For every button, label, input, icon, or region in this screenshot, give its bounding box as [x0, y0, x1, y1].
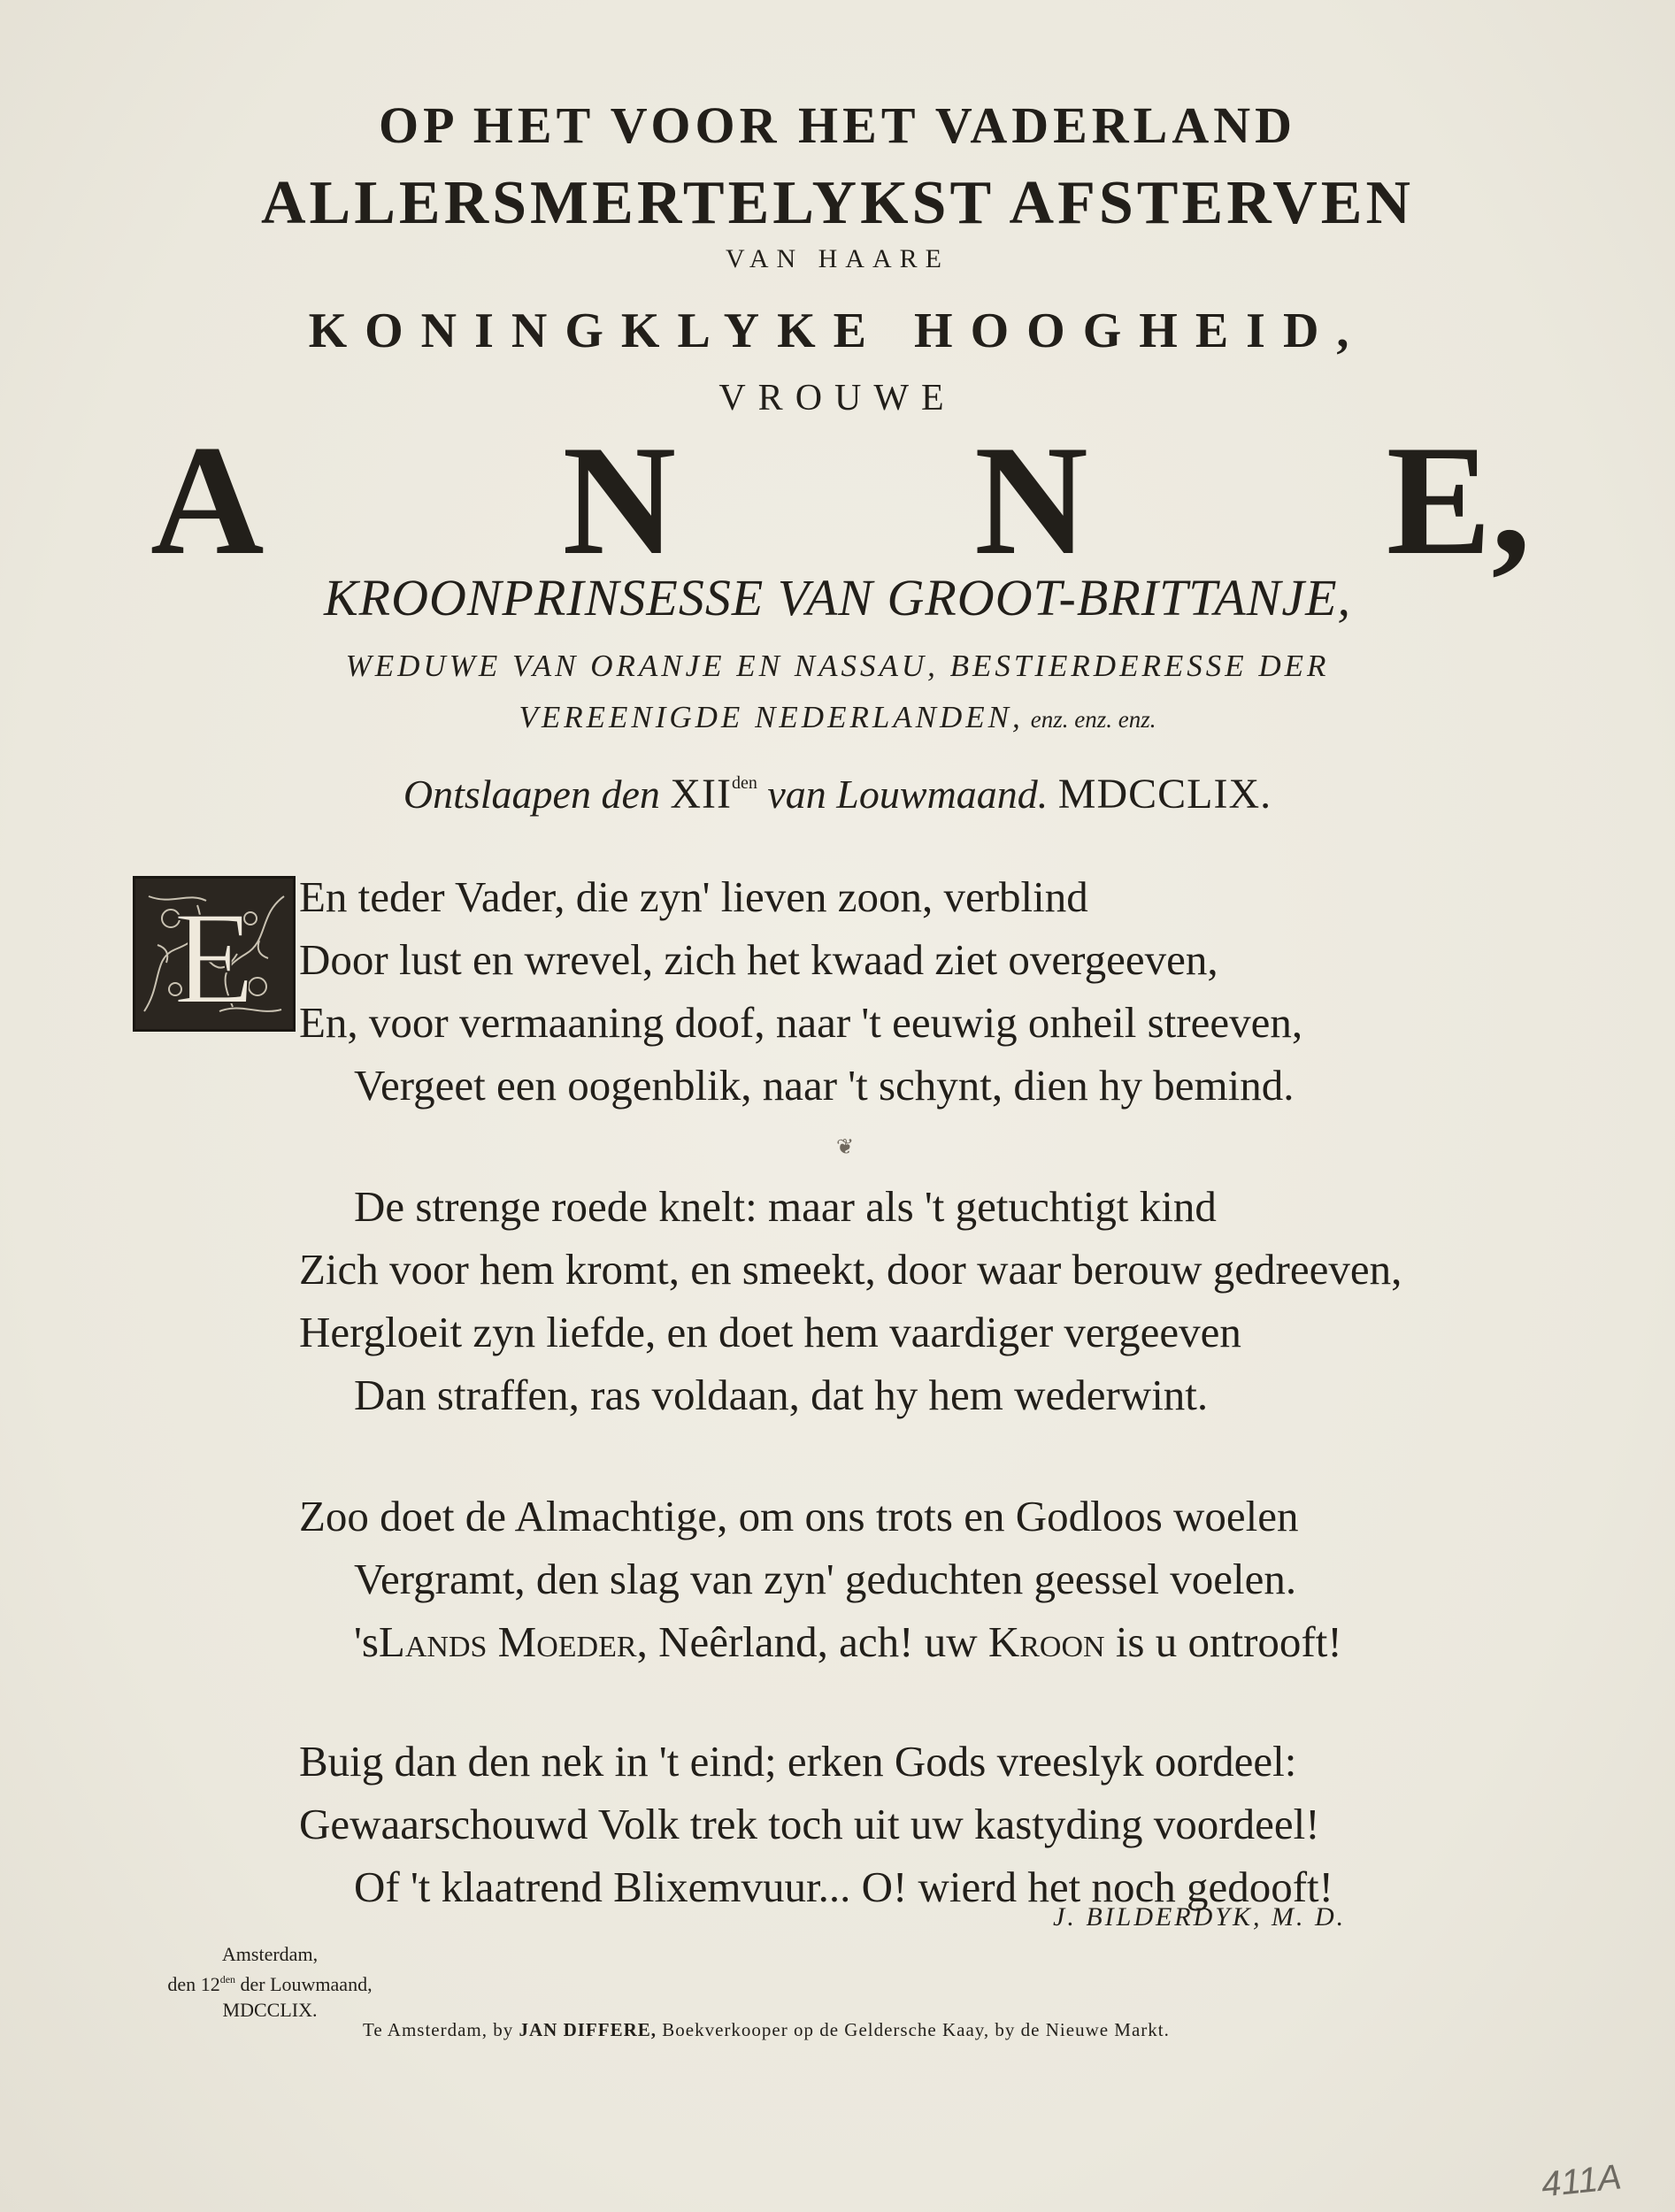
stanza-4-line-2: Gewaarschouwd Volk trek toch uit uw kastyding voordeel! [299, 1800, 1320, 1848]
line-part: 's [354, 1617, 379, 1666]
lands-moeder: Lands Moeder [378, 1617, 637, 1666]
imprint [363, 2019, 1170, 2041]
name-letter: N [974, 412, 1088, 588]
date-year: MDCCLIX. [1057, 771, 1272, 818]
date-day-sup: den [732, 773, 757, 793]
stanza-3-line-1: Zoo doet de Almachtige, om ons trots en Godloos woelen [299, 1492, 1299, 1540]
stanza-1-line-2: Door lust en wrevel, zich het kwaad ziet overgeeven, [299, 935, 1218, 984]
place-city: Amsterdam, [221, 1943, 319, 1965]
line-part: , Neêrland, ach! uw [636, 1617, 978, 1666]
place-day: 12 [200, 1973, 220, 1995]
imprint-suffix: Boekverkooper op de Geldersche Kaay, by de Nieuwe Markt. [662, 2019, 1170, 2040]
place-rest: der Louwmaand, [240, 1973, 373, 1995]
date-month: van Louwmaand. [767, 772, 1049, 817]
title-line-5: VROUWE [718, 378, 957, 419]
title-line-8-enz: enz. enz. enz. [1030, 706, 1156, 733]
death-date-line [0, 770, 1675, 818]
name-anne [150, 414, 1531, 588]
place-day-sup: den [219, 1973, 236, 1985]
title-line-3: VAN HAARE [726, 244, 949, 273]
kroon: Kroon [987, 1617, 1105, 1666]
place-year: MDCCLIX. [222, 1999, 318, 2021]
title-line-6: KROONPRINSESSE VAN GROOT-BRITTANJE, [323, 569, 1352, 626]
place-date [124, 1941, 416, 2023]
stanza-3-line-3 [354, 1610, 1342, 1673]
imprint-prefix: Te Amsterdam, by [363, 2019, 514, 2040]
stanza-3-line-2: Vergramt, den slag van zyn' geduchten geessel voelen. [354, 1555, 1297, 1603]
name-letter: E, [1386, 412, 1531, 588]
stanza-2-line-3: Hergloeit zyn liefde, en doet hem vaardiger vergeeven [299, 1308, 1241, 1356]
place-day-line [124, 1967, 416, 1997]
title-line-8 [0, 700, 1675, 735]
title-line-8-text: VEREENIGDE NEDERLANDEN, [519, 700, 1024, 734]
imprint-printer: JAN DIFFERE, [519, 2019, 657, 2040]
ornamental-initial-icon [133, 876, 296, 1032]
title-line-7: WEDUWE VAN ORANJE EN NASSAU, BESTIERDERESSE DER [345, 649, 1330, 683]
name-letter: A [150, 412, 265, 588]
title-line-1: OP HET VOOR HET VADERLAND [378, 96, 1297, 154]
title-line-4: KONINGKLYKE HOOGHEID, [308, 303, 1367, 358]
stanza-1-line-1: En teder Vader, die zyn' lieven zoon, verblind [299, 872, 1088, 921]
stanza-1-line-3: En, voor vermaaning doof, naar 't eeuwig onheil streeven, [299, 998, 1303, 1047]
shelf-mark: 411A [1539, 2157, 1624, 2205]
stanza-2-line-1: De strenge roede knelt: maar als 't getuchtigt kind [354, 1182, 1217, 1231]
stanza-1-line-4: Vergeet een oogenblik, naar 't schynt, dien hy bemind. [354, 1061, 1295, 1110]
ornament-mark: ❦ [836, 1134, 855, 1159]
stanza-4-line-3: Of 't klaatrend Blixemvuur... O! wierd het noch gedooft! [354, 1863, 1333, 1911]
title-line-2: ALLERSMERTELYKST AFSTERVEN [260, 169, 1415, 237]
date-prefix: Ontslaapen den [403, 772, 660, 817]
signature: J. BILDERDYK, M. D. [1053, 1902, 1347, 1932]
date-day: XII [670, 771, 732, 818]
stanza-2-line-2: Zich voor hem kromt, en smeekt, door waar berouw gedreeven, [299, 1245, 1402, 1294]
stanza-2-line-4: Dan straffen, ras voldaan, dat hy hem wederwint. [354, 1371, 1209, 1419]
drop-cap-letter: E [173, 885, 255, 1029]
line-part: is u ontrooft! [1115, 1617, 1342, 1666]
name-letter: N [562, 412, 677, 588]
place-den: den [167, 1973, 196, 1995]
stanza-4-line-1: Buig dan den nek in 't eind; erken Gods vreeslyk oordeel: [299, 1737, 1297, 1786]
